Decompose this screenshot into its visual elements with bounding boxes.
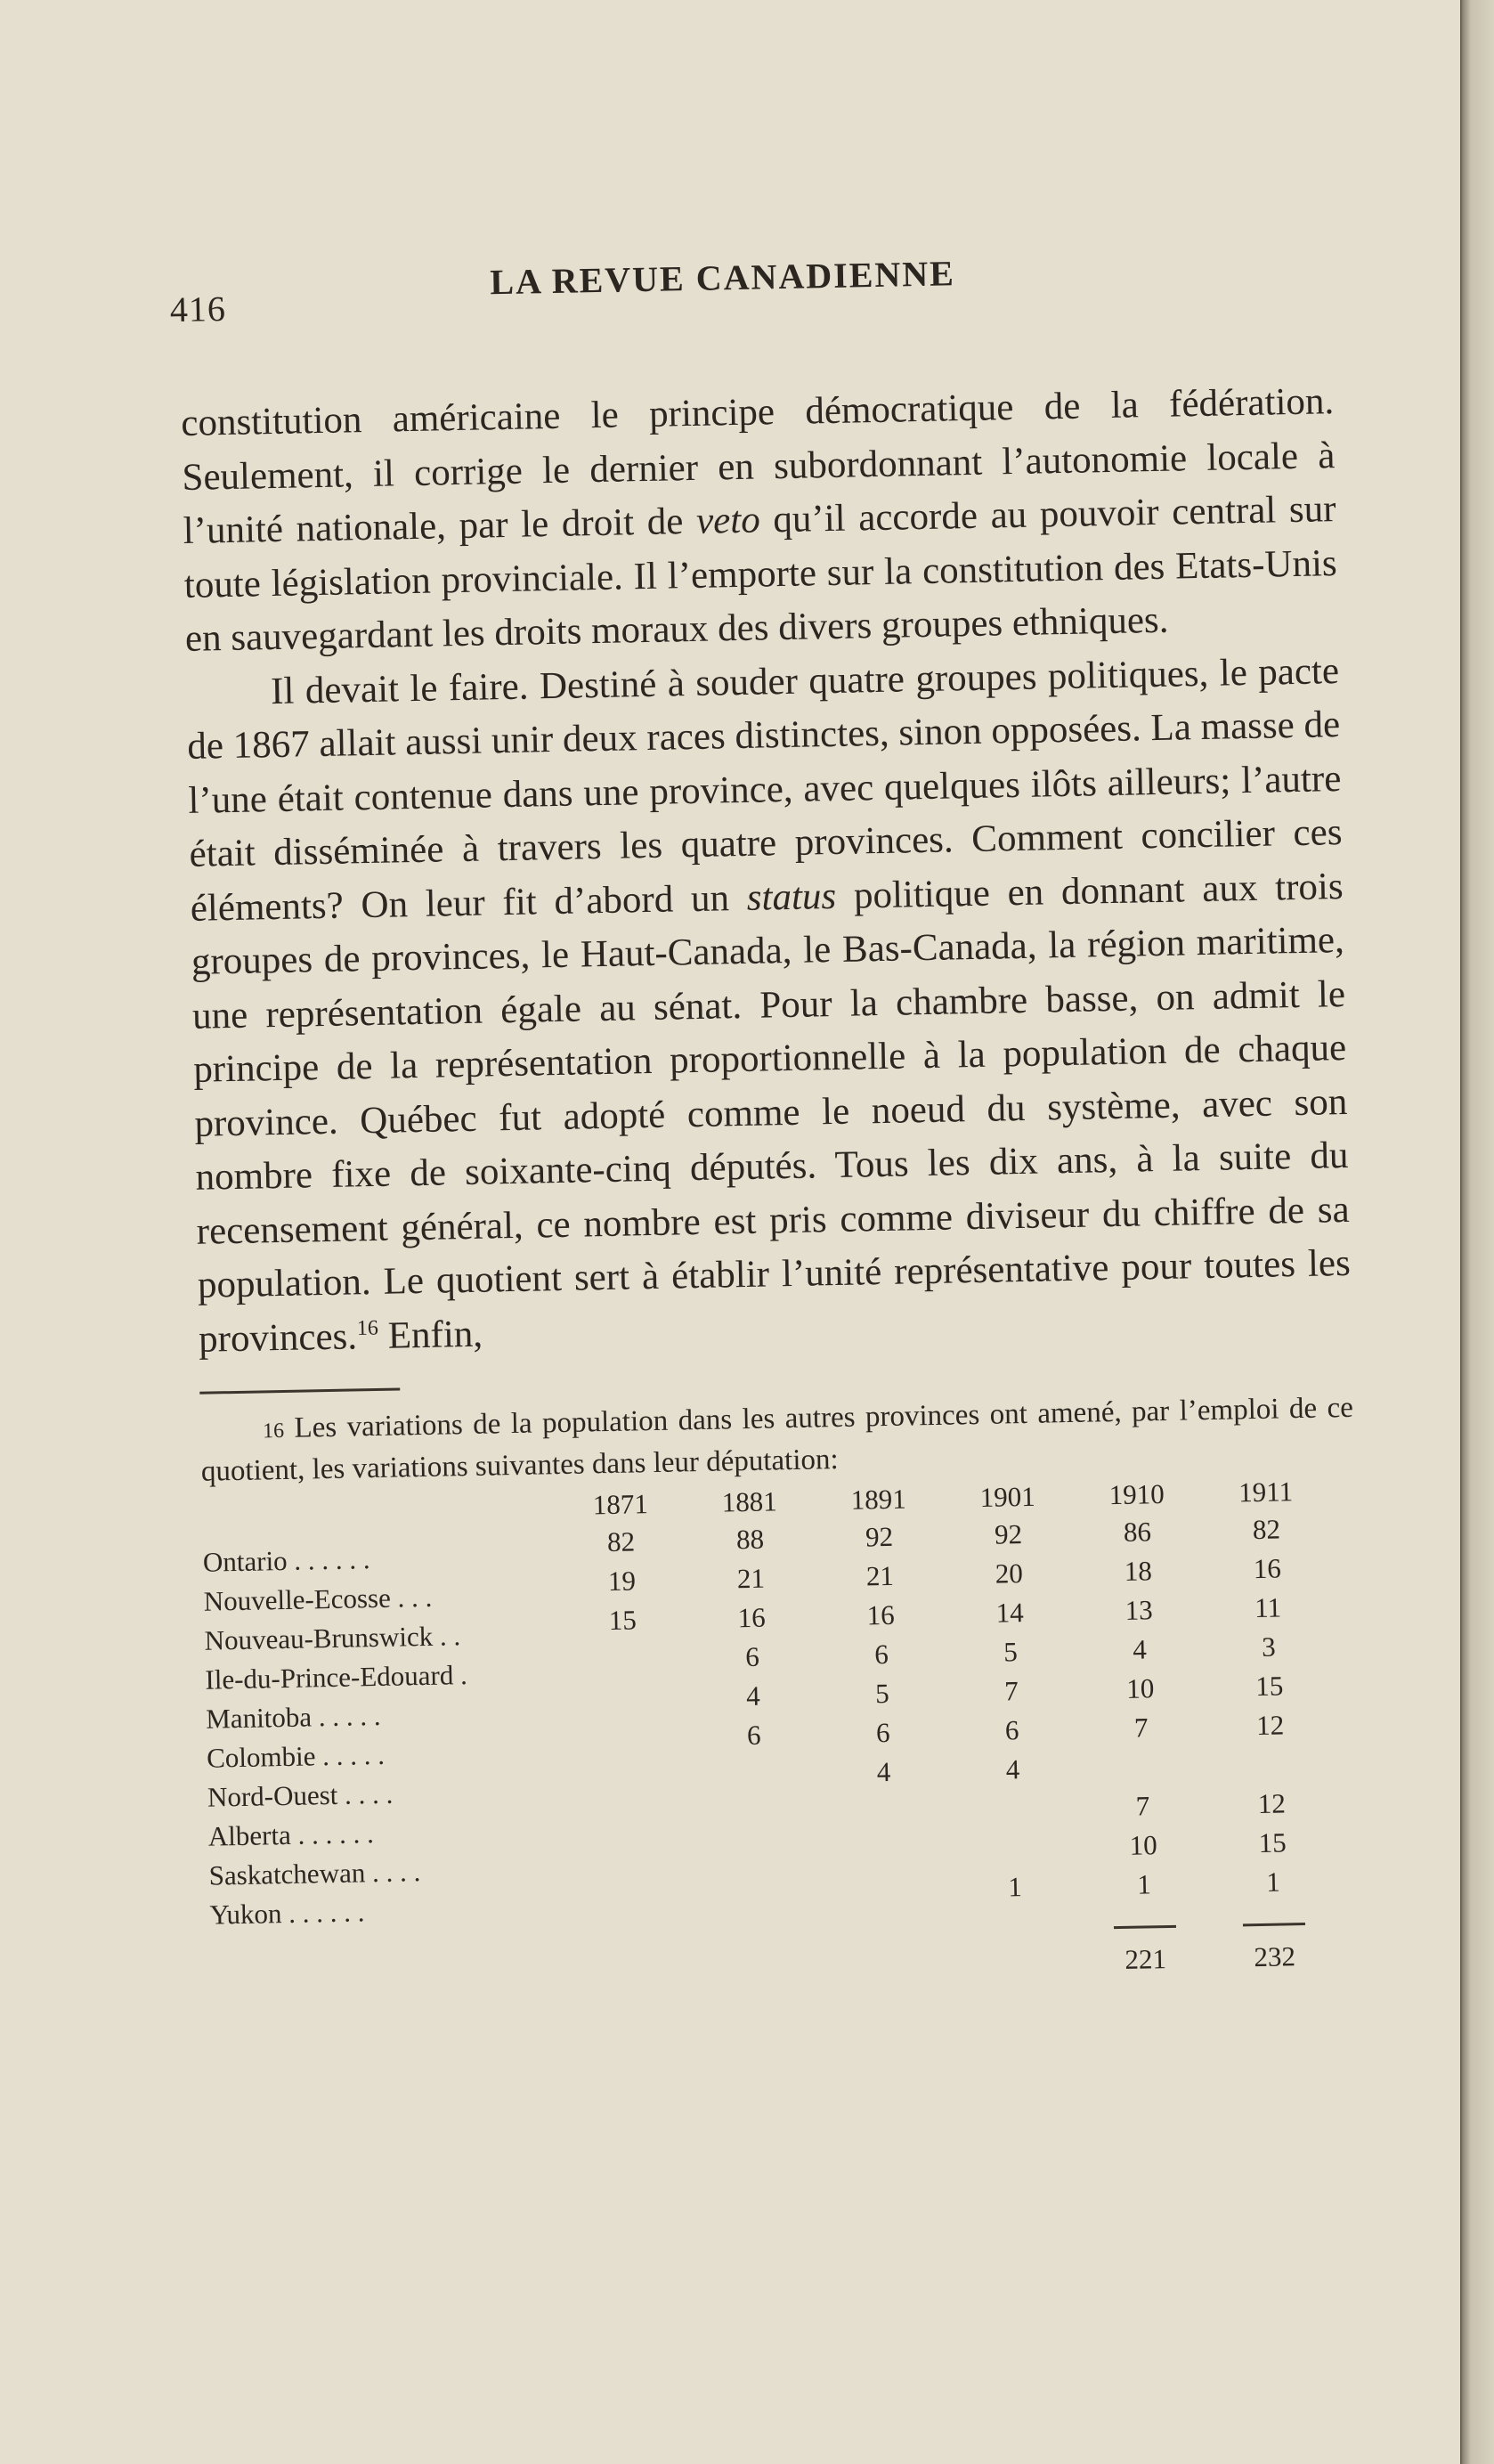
year-header: 1881 (721, 1485, 778, 1518)
table-cell: 19 (607, 1565, 637, 1597)
table-cell: 92 (994, 1518, 1023, 1550)
italic-veto: veto (695, 499, 761, 542)
table-cell: 1 (1265, 1866, 1281, 1898)
province-label: Saskatchewan . . . . (208, 1856, 421, 1891)
table-cell: 21 (865, 1559, 895, 1592)
table-cell: 1 (1008, 1871, 1023, 1903)
table-cell: 1 (1136, 1868, 1152, 1900)
total-cell: 221 (1125, 1943, 1167, 1975)
province-label: Nouveau-Brunswick . . (204, 1620, 461, 1656)
table-cell: 10 (1129, 1829, 1158, 1861)
province-label: Manitoba . . . . . (205, 1699, 381, 1735)
table-cell: 14 (995, 1597, 1025, 1629)
table-cell: 7 (1133, 1712, 1149, 1744)
table-cell: 4 (876, 1755, 891, 1788)
footnote-rule (199, 1387, 400, 1394)
paragraph-2-mid: politique en donnant aux trois groupes de provinces, le Haut-Canada, le Bas-Canada, la région maritime, une représentation égale au sénat. Pour la chambre basse, on admit le principe de la représentation proportionnelle à la population de chaque province. Québec fut adopté comme le noeud du système, avec son nombre fixe de soixante-cinq députés. Tous les dix ans, à la suite du recensement général, ce nombre est pris comme diviseur du chiffre de sa population. Le quotient sert à établir l’unité représentative pour toutes les provinces. (191, 865, 1352, 1361)
paragraph-1-text: constitution américaine le principe démocratique de la fédération. Seulement, il corrige le dernier en subordonnant l’autonomie locale à l’unité nationale, par le droit de (180, 380, 1336, 552)
table-cell: 86 (1123, 1516, 1152, 1548)
total-rule (1114, 1925, 1176, 1929)
table-cell: 6 (875, 1716, 890, 1749)
paragraph-2 (186, 645, 1352, 1367)
province-label: Ile-du-Prince-Edouard . (205, 1659, 468, 1696)
page-number: 416 (169, 288, 227, 330)
year-header: 1901 (979, 1480, 1036, 1513)
table-cell: 20 (995, 1557, 1024, 1590)
book-gutter (1460, 0, 1494, 2464)
year-header: 1910 (1108, 1477, 1165, 1511)
table-cell: 82 (606, 1525, 636, 1558)
table-cell: 4 (1005, 1753, 1020, 1785)
province-label: Nouvelle-Ecosse . . . (203, 1581, 433, 1617)
table-cell: 16 (866, 1598, 896, 1631)
table-cell: 6 (1004, 1714, 1019, 1746)
page-content (169, 245, 1364, 1996)
table-cell: 16 (737, 1601, 767, 1634)
year-header: 1891 (850, 1483, 907, 1516)
italic-status: status (746, 874, 837, 919)
running-title: LA REVUE CANADIENNE (489, 253, 956, 303)
table-cell: 4 (745, 1679, 761, 1712)
province-label: Nord-Ouest . . . . (207, 1777, 394, 1813)
table-cell: 15 (608, 1604, 637, 1636)
footnote (200, 1388, 1355, 1492)
table-cell: 21 (736, 1562, 766, 1595)
table-cell: 12 (1257, 1787, 1287, 1820)
table-cell: 3 (1261, 1630, 1277, 1663)
table-cell: 5 (1003, 1636, 1019, 1668)
deputation-table (202, 1475, 1365, 1996)
year-header: 1871 (592, 1488, 649, 1521)
paragraph-1-end: qu’il accorde au pouvoir central sur toute législation provinciale. Il l’emporte sur la constitution des Etats-Unis en sauvegardant les droits moraux des divers groupes ethniques. (183, 488, 1338, 660)
table-cell: 6 (746, 1719, 761, 1752)
body-text (181, 375, 1352, 1367)
table-cell: 13 (1125, 1594, 1153, 1626)
province-label: Colombie . . . . . (206, 1738, 386, 1774)
paragraph-1 (181, 375, 1339, 666)
table-cell: 10 (1126, 1672, 1155, 1704)
paragraph-2-end: Enfin, (378, 1313, 483, 1357)
table-cell: 82 (1252, 1513, 1281, 1546)
province-label: Ontario . . . . . . (202, 1543, 370, 1578)
total-cell: 232 (1254, 1940, 1296, 1973)
table-cell: 4 (1132, 1633, 1148, 1665)
table-cell: 16 (1253, 1552, 1282, 1585)
table-cell: 15 (1258, 1826, 1287, 1859)
table-cell: 6 (744, 1640, 760, 1673)
footnote-text: Les variations de la population dans les autres provinces ont amené, par l’emploi de ce quotient, les variations suivantes dans leur députation: (200, 1391, 1354, 1488)
province-label: Yukon . . . . . . (209, 1896, 365, 1931)
province-label: Alberta . . . . . . (207, 1818, 375, 1852)
table-cell: 92 (865, 1520, 894, 1553)
table-cell: 15 (1254, 1670, 1284, 1703)
table-cell: 7 (1003, 1675, 1019, 1707)
year-header: 1911 (1238, 1476, 1294, 1508)
page-header (169, 245, 1332, 338)
table-cell: 12 (1255, 1709, 1285, 1742)
table-cell: 6 (873, 1638, 889, 1671)
table-cell: 7 (1135, 1790, 1150, 1822)
table-cell: 5 (874, 1677, 889, 1710)
footnote-number: 16 (262, 1419, 285, 1443)
footnote-reference: 16 (356, 1316, 379, 1340)
table-cell: 88 (735, 1523, 765, 1556)
total-rule (1243, 1923, 1305, 1926)
table-cell: 11 (1254, 1591, 1282, 1624)
paragraph-2-text: Il devait le faire. Destiné à souder quatre groupes politiques, le pacte de 1867 allait aussi unir deux races distinctes, sinon opposées. La masse de l’une était contenue dans une province, avec quelques ilôts ailleurs; l’autre était disséminée à travers les quatre provinces. Comment concilier ces éléments? On leur fit d’abord un (186, 649, 1343, 930)
table-cell: 18 (1124, 1555, 1153, 1587)
